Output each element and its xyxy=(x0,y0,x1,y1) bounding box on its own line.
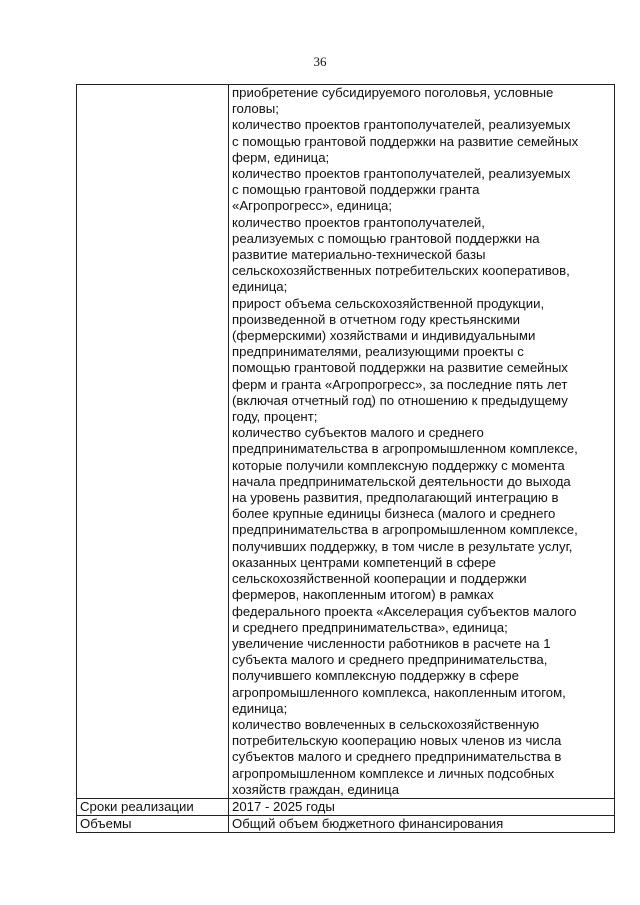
value-text-line: получившего комплексную поддержку в сфере xyxy=(232,668,519,684)
row-label-cell xyxy=(77,798,229,815)
value-text-line: 2017 - 2025 годы xyxy=(232,798,335,814)
value-text-line: количество вовлеченных в сельскохозяйственную xyxy=(232,716,540,732)
value-text-line: агропромышленного комплекса, накопленным итогом, xyxy=(232,684,566,700)
value-text-line: на уровень развития, предполагающий интеграцию в xyxy=(232,490,559,506)
value-text-line: Общий объем бюджетного финансирования xyxy=(232,816,504,832)
value-text-line: субъектов малого и среднего предпринимательства в xyxy=(232,749,562,765)
value-text-line: хозяйств граждан, единица xyxy=(232,781,400,797)
value-text-line: получивших поддержку, в том числе в результате услуг, xyxy=(232,538,573,554)
value-text-line: помощью грантовой поддержки на развитие семейных xyxy=(232,360,568,376)
value-text-line: субъекта малого и среднего предпринимательства, xyxy=(232,652,548,668)
value-text-line: количество субъектов малого и среднего xyxy=(232,425,484,441)
value-text-line: предпринимательства в агропромышленном комплексе, xyxy=(232,441,578,457)
value-text-line: «Агропрогресс», единица; xyxy=(232,198,393,214)
value-text-line: развитие материально-технической базы xyxy=(232,247,486,263)
value-text-line: предпринимателями, реализующими проекты с xyxy=(232,344,524,360)
value-text-line: (включая отчетный год) по отношению к предыдущему xyxy=(232,392,568,408)
row-value-cell xyxy=(229,798,615,815)
table-row xyxy=(77,798,615,815)
value-text-line: реализуемых с помощью грантовой поддержки на xyxy=(232,230,540,246)
row-value-cell xyxy=(229,85,615,799)
value-text-line: более крупные единицы бизнеса (малого и среднего xyxy=(232,506,556,522)
row-label-cell xyxy=(77,85,229,799)
value-text-line: произведенной в отчетном году крестьянскими xyxy=(232,311,521,327)
value-text-line: единица; xyxy=(232,700,288,716)
value-text-line: прирост объема сельскохозяйственной продукции, xyxy=(232,295,545,311)
page-number: 36 xyxy=(313,54,327,69)
value-text-line: головы; xyxy=(232,101,279,117)
value-text-line: начала предпринимательской деятельности до выхода xyxy=(232,473,571,489)
table-row xyxy=(77,816,615,833)
value-text-line: увеличение численности работников в расчете на 1 xyxy=(232,635,551,651)
value-text-line: фермеров, накопленным итогом) в рамках xyxy=(232,587,494,603)
value-text-line: приобретение субсидируемого поголовья, условные xyxy=(232,85,554,100)
value-text-line: ферм и гранта «Агропрогресс», за последние пять лет xyxy=(232,376,568,392)
value-text-line: ферм, единица; xyxy=(232,149,330,165)
table-body xyxy=(77,85,615,833)
table-row xyxy=(77,85,615,799)
value-text-line: сельскохозяйственных потребительских кооперативов, xyxy=(232,263,570,279)
row-label: Объемы xyxy=(80,816,132,832)
value-text-line: федерального проекта «Акселерация субъектов малого xyxy=(232,603,577,619)
program-passport-table xyxy=(76,84,615,833)
value-text-line: количество проектов грантополучателей, xyxy=(232,214,485,230)
value-text-line: с помощью грантовой поддержки гранта xyxy=(232,182,480,198)
row-label-cell xyxy=(77,816,229,833)
row-value-cell xyxy=(229,816,615,833)
row-label: Сроки реализации xyxy=(80,798,194,814)
value-text-line: количество проектов грантополучателей, реализуемых xyxy=(232,117,571,133)
value-text-line: которые получили комплексную поддержку с момента xyxy=(232,457,565,473)
value-text-line: оказанных центрами компетенций в сфере xyxy=(232,554,497,570)
value-text-line: году, процент; xyxy=(232,409,318,425)
value-text-line: единица; xyxy=(232,279,288,295)
value-text-line: и среднего предпринимательства», единица; xyxy=(232,619,508,635)
value-text-line: агропромышленном комплексе и личных подсобных xyxy=(232,765,555,781)
value-text-line: с помощью грантовой поддержки на развитие семейных xyxy=(232,133,579,149)
value-text-line: количество проектов грантополучателей, реализуемых xyxy=(232,166,571,182)
value-text-line: сельскохозяйственной кооперации и поддержки xyxy=(232,571,527,587)
value-text-line: (фермерскими) хозяйствами и индивидуальными xyxy=(232,328,536,344)
value-text-line: потребительскую кооперацию новых членов из числа xyxy=(232,733,562,749)
value-text-line: предпринимательства в агропромышленном комплексе, xyxy=(232,522,578,538)
